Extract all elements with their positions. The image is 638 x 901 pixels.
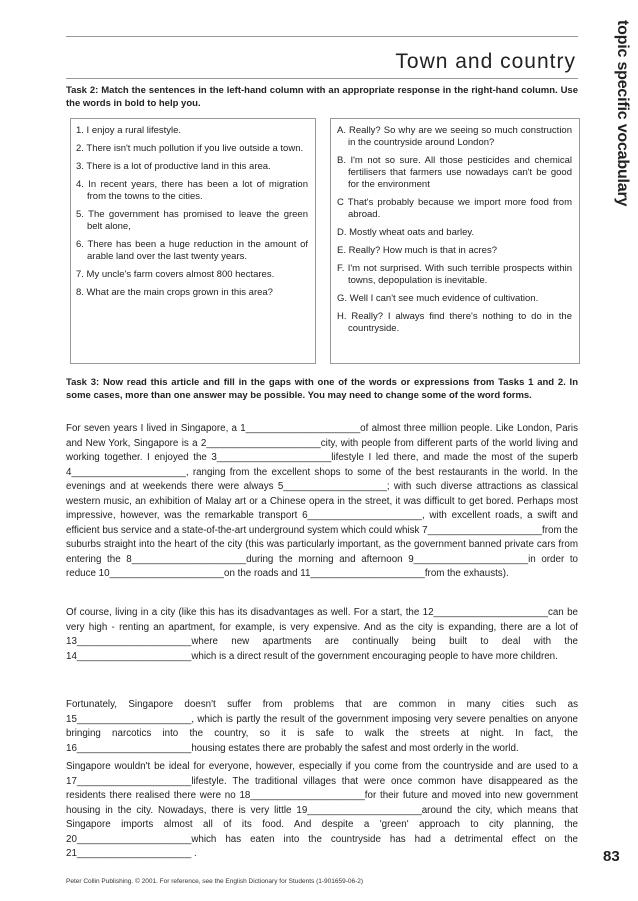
left-item: 3. There is a lot of productive land in this area.: [76, 161, 271, 172]
article-paragraph-3: Fortunately, Singapore doesn't suffer from problems that are common in many cities such as 15_____________________, which is partly the result of the government imposing very severe penalties on anyone bringing narcotics into the country, so it is safe to walk the streets at night. In fact, the 16_____________________housing estates there are probably the safest and most orderly in the world.: [66, 699, 578, 754]
left-item: 4. In recent years, there has been a lot of migration from the towns to the cities.: [76, 179, 308, 202]
right-item: G. Well I can't see much evidence of cultivation.: [337, 293, 539, 304]
title-rule: [66, 78, 578, 79]
left-item: 8. What are the main crops grown in this area?: [76, 287, 273, 298]
left-item: 7. My uncle's farm covers almost 800 hectares.: [76, 269, 275, 280]
page-title: Town and country: [395, 50, 576, 73]
left-item: 6. There has been a huge reduction in the amount of arable land over the last twenty years.: [76, 239, 308, 262]
right-item: F. I'm not surprised. With such terrible prospects within towns, depopulation is inevitable.: [337, 263, 572, 286]
right-item: C That's probably because we import more food from abroad.: [337, 197, 572, 220]
left-item: 1. I enjoy a rural lifestyle.: [76, 125, 182, 136]
page-number: 83: [603, 848, 620, 865]
article-paragraph-1: For seven years I lived in Singapore, a 1_____________________of almost three million people. Like London, Paris and New York, Singapore is a 2_____________________city, with people from different parts of the world living and working together. I enjoyed the 3_____________________lifestyle I led there, and made the most of the superb 4_____________________, ranging from the excellent shops to some of the best restaurants in the world. In the evenings and at weekends there were always 5___________________; with such diverse attractions as classical western music, an exhibition of Malay art or a Chinese opera in the street, it was difficult to get bored. Perhaps most impressive, however, was the remarkable transport 6_____________________, with excellent roads, a swift and efficient bus service and a state-of-the-art underground system which could whisk 7_____________________from the suburbs straight into the heart of the city (this was particularly important, as the government banned private cars from entering the 8_____________________during the morning and afternoon 9_____________________in order to reduce 10_____________________on the roads and 11_____________________from the exhausts).: [66, 423, 578, 579]
left-column: [76, 125, 308, 305]
article-paragraph-2: Of course, living in a city (like this has its disadvantages as well. For a start, the 12_____________________can be very high - renting an apartment, for example, is very expensive. And as the city is expanding, there are a lot of 13_____________________where new apartments are continually being built to deal with the 14_____________________which is a direct result of the government encouraging people to have more children.: [66, 607, 578, 662]
footer: Peter Collin Publishing. © 2001. For reference, see the English Dictionary for Students (1-901659-06-2): [66, 878, 364, 885]
right-item: H. Really? I always find there's nothing to do in the countryside.: [337, 311, 572, 334]
side-label: topic specific vocabulary: [614, 20, 631, 207]
right-item: D. Mostly wheat oats and barley.: [337, 227, 475, 238]
right-item: B. I'm not so sure. All those pesticides and chemical fertilisers that farmers use nowadays can't be good for the environment: [337, 155, 572, 190]
right-item: A. Really? So why are we seeing so much construction in the countryside around London?: [337, 125, 572, 148]
left-item: 5. The government has promised to leave the green belt alone,: [76, 209, 308, 232]
left-item: 2. There isn't much pollution if you live outside a town.: [76, 143, 304, 154]
right-column: [337, 125, 572, 341]
article-paragraph-4: Singapore wouldn't be ideal for everyone, however, especially if you come from the countryside and are used to a 17_____________________lifestyle. The traditional villages that were once common have disappeared as the residents there realised there were no 18_____________________for their future and moved into new government housing in the city. Nowadays, there is very little 19_____________________around the city, which means that Singapore imports almost all of its food. And despite a 'green' approach to city planning, the 20_____________________which has eaten into the countryside has had a detrimental effect on the 21_____________________ .: [66, 761, 578, 859]
task2-instructions: Task 2: Match the sentences in the left-hand column with an appropriate response in the right-hand column. Use the words in bold to help you.: [66, 85, 578, 109]
top-rule: [66, 36, 578, 37]
right-item: E. Really? How much is that in acres?: [337, 245, 497, 256]
task3-instructions: Task 3: Now read this article and fill in the gaps with one of the words or expressions from Tasks 1 and 2. In some cases, more than one answer may be possible. You may need to change some of the word forms.: [66, 377, 578, 401]
